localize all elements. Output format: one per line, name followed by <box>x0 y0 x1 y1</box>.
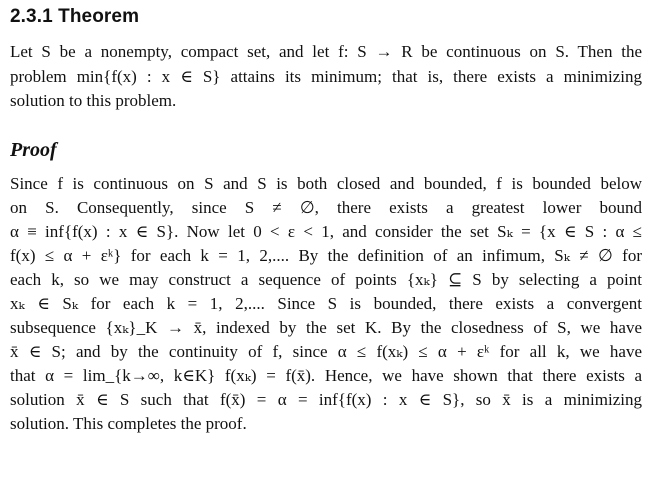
proof-line: x̄ ∈ S; and by the continuity of f, since α ≤ f(xₖ) ≤ α + εᵏ for all k, we have <box>10 342 642 361</box>
theorem-line: solution to this problem. <box>10 91 177 110</box>
proof-line: α ≡ inf{f(x) : x ∈ S}. Now let 0 < ε < 1, and consider the set Sₖ = {x ∈ S : α ≤ <box>10 222 642 241</box>
proof-line: each k, so we may construct a sequence of points {xₖ} ⊆ S by selecting a point <box>10 270 642 289</box>
proof-line: f(x) ≤ α + εᵏ} for each k = 1, 2,.... By the definition of an infimum, Sₖ ≠ ∅ for <box>10 246 642 265</box>
proof-body <box>10 172 642 436</box>
proof-line: xₖ ∈ Sₖ for each k = 1, 2,.... Since S is bounded, there exists a convergent <box>10 294 642 313</box>
theorem-line: problem min{f(x) : x ∈ S} attains its minimum; that is, there exists a minimizing <box>10 66 642 86</box>
proof-line: subsequence {xₖ}_K → x̄, indexed by the set K. By the closedness of S, we have <box>10 318 642 337</box>
proof-line: that α = lim_{k→∞, k∈K} f(xₖ) = f(x̄). Hence, we have shown that there exists a <box>10 366 642 385</box>
proof-line: solution x̄ ∈ S such that f(x̄) = α = inf{f(x) : x ∈ S}, so x̄ is a minimizing <box>10 390 642 409</box>
proof-line: Since f is continuous on S and S is both closed and bounded, f is bounded below <box>10 174 642 193</box>
theorem-heading: 2.3.1 Theorem <box>10 6 140 27</box>
proof-line: solution. This completes the proof. <box>10 414 247 433</box>
proof-heading: Proof <box>10 139 57 161</box>
theorem-statement <box>10 40 642 114</box>
theorem-line: Let S be a nonempty, compact set, and let f: S → R be continuous on S. Then the <box>10 42 642 61</box>
proof-line: on S. Consequently, since S ≠ ∅, there exists a greatest lower bound <box>10 198 642 217</box>
